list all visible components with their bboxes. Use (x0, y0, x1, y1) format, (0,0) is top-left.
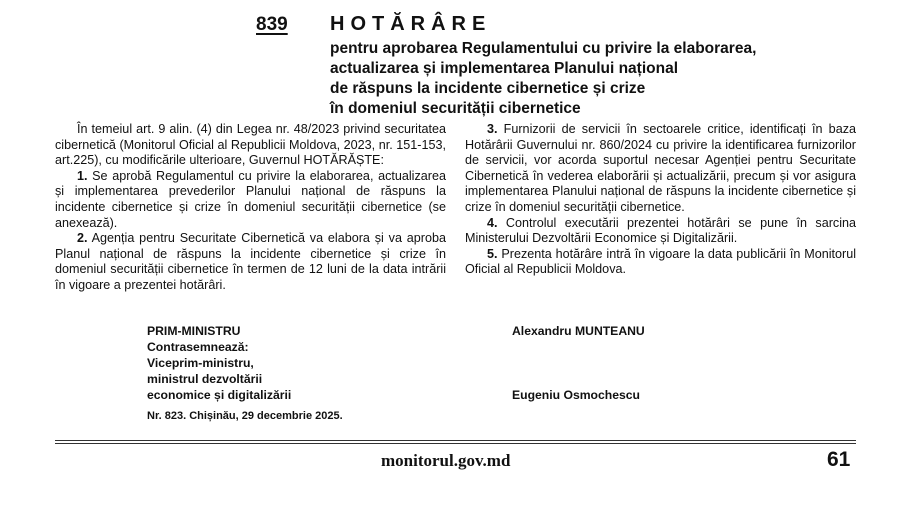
paragraph (465, 247, 856, 278)
right-column (465, 122, 856, 278)
paragraph-text: Se aprobă Regulamentul cu privire la elaborarea, actualizarea și implementarea prevederilor Planului național de răspuns la incidente cibernetice și crize în domeniul securității cibernetice (se anexează). (55, 168, 446, 230)
signature-role: Viceprim-ministru, (147, 356, 254, 370)
signature-role: ministrul dezvoltării (147, 372, 263, 386)
minister-name: Eugeniu Osmochescu (512, 388, 640, 402)
prime-minister-name: Alexandru MUNTEANU (512, 324, 645, 338)
paragraph (55, 122, 446, 169)
footer-site: monitorul.gov.md (381, 451, 511, 470)
paragraph-text: Controlul executării prezentei hotărâri se pune în sarcina Ministerului Dezvoltării Economice și Digitalizării. (465, 215, 856, 246)
document-subtitle (330, 39, 870, 119)
paragraph-text: Prezenta hotărâre intră în vigoare la data publicării în Monitorul Oficial al Republicii Moldova. (465, 246, 856, 277)
paragraph (465, 122, 856, 216)
decision-reference: Nr. 823. Chișinău, 29 decembrie 2025. (147, 410, 343, 422)
paragraph (465, 216, 856, 247)
paragraph-text: Furnizorii de servicii în sectoarele critice, identificați în baza Hotărârii Guvernului nr. 860/2024 cu privire la identificarea furnizorilor de servicii, vor acorda suportul necesar Agenției pentru Securitate Cibernetică în vederea elaborării și actualizării, precum și vor asigura implementarea Planului național de răspuns la incidente cibernetice și crize în domeniul securității cibernetice. (465, 122, 856, 214)
paragraph-text: Agenția pentru Securitate Cibernetică va elabora și va aproba Planul național de răspuns la incidente cibernetice și crize în domeniul securității cibernetice în termen de 12 luni de la data intrării în vigoare a prezentei hotărâri. (55, 231, 446, 292)
paragraph (55, 231, 446, 293)
signature-role: Contrasemnează: (147, 340, 249, 354)
signature-role: economice și digitalizării (147, 388, 292, 402)
decision-number: 839 (256, 14, 288, 35)
paragraph-lead: 4. (487, 215, 498, 230)
page-number: 61 (827, 448, 851, 471)
paragraph-text: În temeiul art. 9 alin. (4) din Legea nr. 48/2023 privind securitatea cibernetică (Monitorul Oficial al Republicii Moldova, 2023, nr. 151-153, art.225), cu modificările ulterioare, Guvernul HOTĂRĂȘTE: (55, 122, 446, 168)
subtitle-line: actualizarea și implementarea Planului național (330, 60, 679, 77)
paragraph-lead: 3. (487, 122, 498, 136)
subtitle-line: de răspuns la incidente cibernetice și crize (330, 80, 646, 97)
document-title: HOTĂRÂRE (330, 13, 492, 35)
subtitle-line: pentru aprobarea Regulamentului cu privire la elaborarea, (330, 40, 757, 57)
subtitle-line: în domeniul securității cibernetice (330, 100, 581, 117)
left-column (55, 122, 446, 294)
signature-block (147, 323, 291, 403)
signature-role: PRIM-MINISTRU (147, 324, 241, 338)
paragraph (55, 169, 446, 231)
paragraph-lead: 5. (487, 246, 498, 261)
paragraph-lead: 2. (77, 231, 88, 246)
footer-rule (55, 443, 856, 444)
footer-rule (55, 440, 856, 441)
paragraph-lead: 1. (77, 168, 88, 183)
